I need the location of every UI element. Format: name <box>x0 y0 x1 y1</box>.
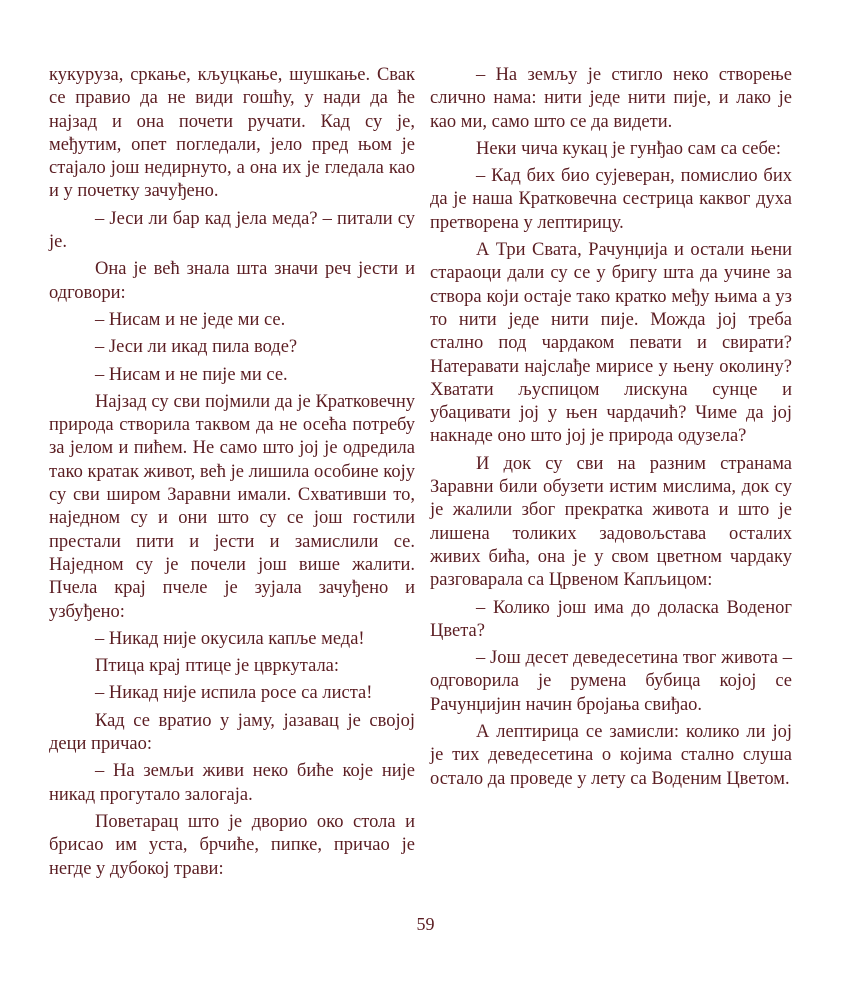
paragraph: – Јеси ли бар кад јела меда? – питали су је. <box>49 208 415 253</box>
left-column <box>49 64 415 885</box>
paragraph: – Нисам и не пије ми се. <box>95 364 288 385</box>
page-number: 59 <box>416 914 435 934</box>
paragraph: – Колико још има до доласка Воденог Цвета? <box>430 597 792 641</box>
paragraph: Поветарац што је дворио око стола и брисао им уста, брчиће, пипке, причао је негде у дубокој трави: <box>49 811 415 879</box>
paragraph: А Три Свата, Рачунџија и остали њени стараоци дали су се у бригу шта да учине за створа који остаје тако кратко међу њима а уз то нити једе нити пије. Можда јој треба стално под чардаком певати и свирати? Натеравати најслађе мирисе у њену околину? Хватати љуспицом лискуна сунце и убацивати јој у њен чардачић? Чиме да јој накнаде оно што јој је природа одузела? <box>430 240 792 447</box>
paragraph: – Још десет деведесетина твог живота – одговорила је румена бубица којој се Рачунџијин начин бројања свиђао. <box>430 648 792 715</box>
paragraph: – Никад није окусила капље меда! <box>95 628 365 649</box>
paragraph: – Никад није испила росе са листа! <box>95 683 373 704</box>
paragraph: кукуруза, сркање, кљуцкање, шушкање. Свак се правио да не види гошћу, у нади да ће најзад и она почети ручати. Кад су је, међутим, опет погледали, јело пред њом је стајало још недирнуто, а она их је гледала као и у почетку зачуђено. <box>49 65 415 202</box>
paragraph: Она је већ знала шта значи реч јести и одговори: <box>49 259 415 303</box>
paragraph: – На земљи живи неко биће које није никад прогутало залогаја. <box>49 761 415 805</box>
paragraph: А лептирица се замисли: колико ли јој је тих деведесетина о којима стално слуша остало да проведе у лету са Воденим Цветом. <box>430 722 792 789</box>
paragraph: – На земљу је стигло неко створење слично нама: нити једе нити пије, и лако је као ми, само што се да видети. <box>430 65 792 132</box>
paragraph: – Јеси ли икад пила воде? <box>95 337 298 358</box>
paragraph: – Нисам и не једе ми се. <box>95 309 286 330</box>
paragraph: Најзад су сви појмили да је Кратковечну природа створила таквом да не осећа потребу за јелом и пићем. Не само што јој је одредила тако кратак живот, већ је лишила особине коју су сви широм Заравни имали. Схвативши то, наједном су и они што су се још гостили престали пити и јести и замислили се. Наједном су је почели још више жалити. Пчела крај пчеле је зујала зачуђено и узбуђено: <box>49 391 415 622</box>
paragraph: Птица крај птице је цвркутала: <box>95 656 340 677</box>
right-column <box>430 64 792 795</box>
paragraph: Кад се вратио у јаму, јазавац је својој деци причао: <box>49 710 415 755</box>
paragraph: – Кад бих био сујеверан, помислио бих да је наша Кратковечна сестрица каквог духа претворена у лептирицу. <box>430 166 792 233</box>
paragraph: Неки чича кукац је гунђао сам са себе: <box>476 138 782 159</box>
paragraph: И док су сви на разним странама Заравни били обузети истим мислима, док су је жалили због прекратка живота и што је лишена толиких задовољстава осталих живих бића, она је у свом цветном чардаку разговарала са Црвеном Капљицом: <box>430 453 792 591</box>
